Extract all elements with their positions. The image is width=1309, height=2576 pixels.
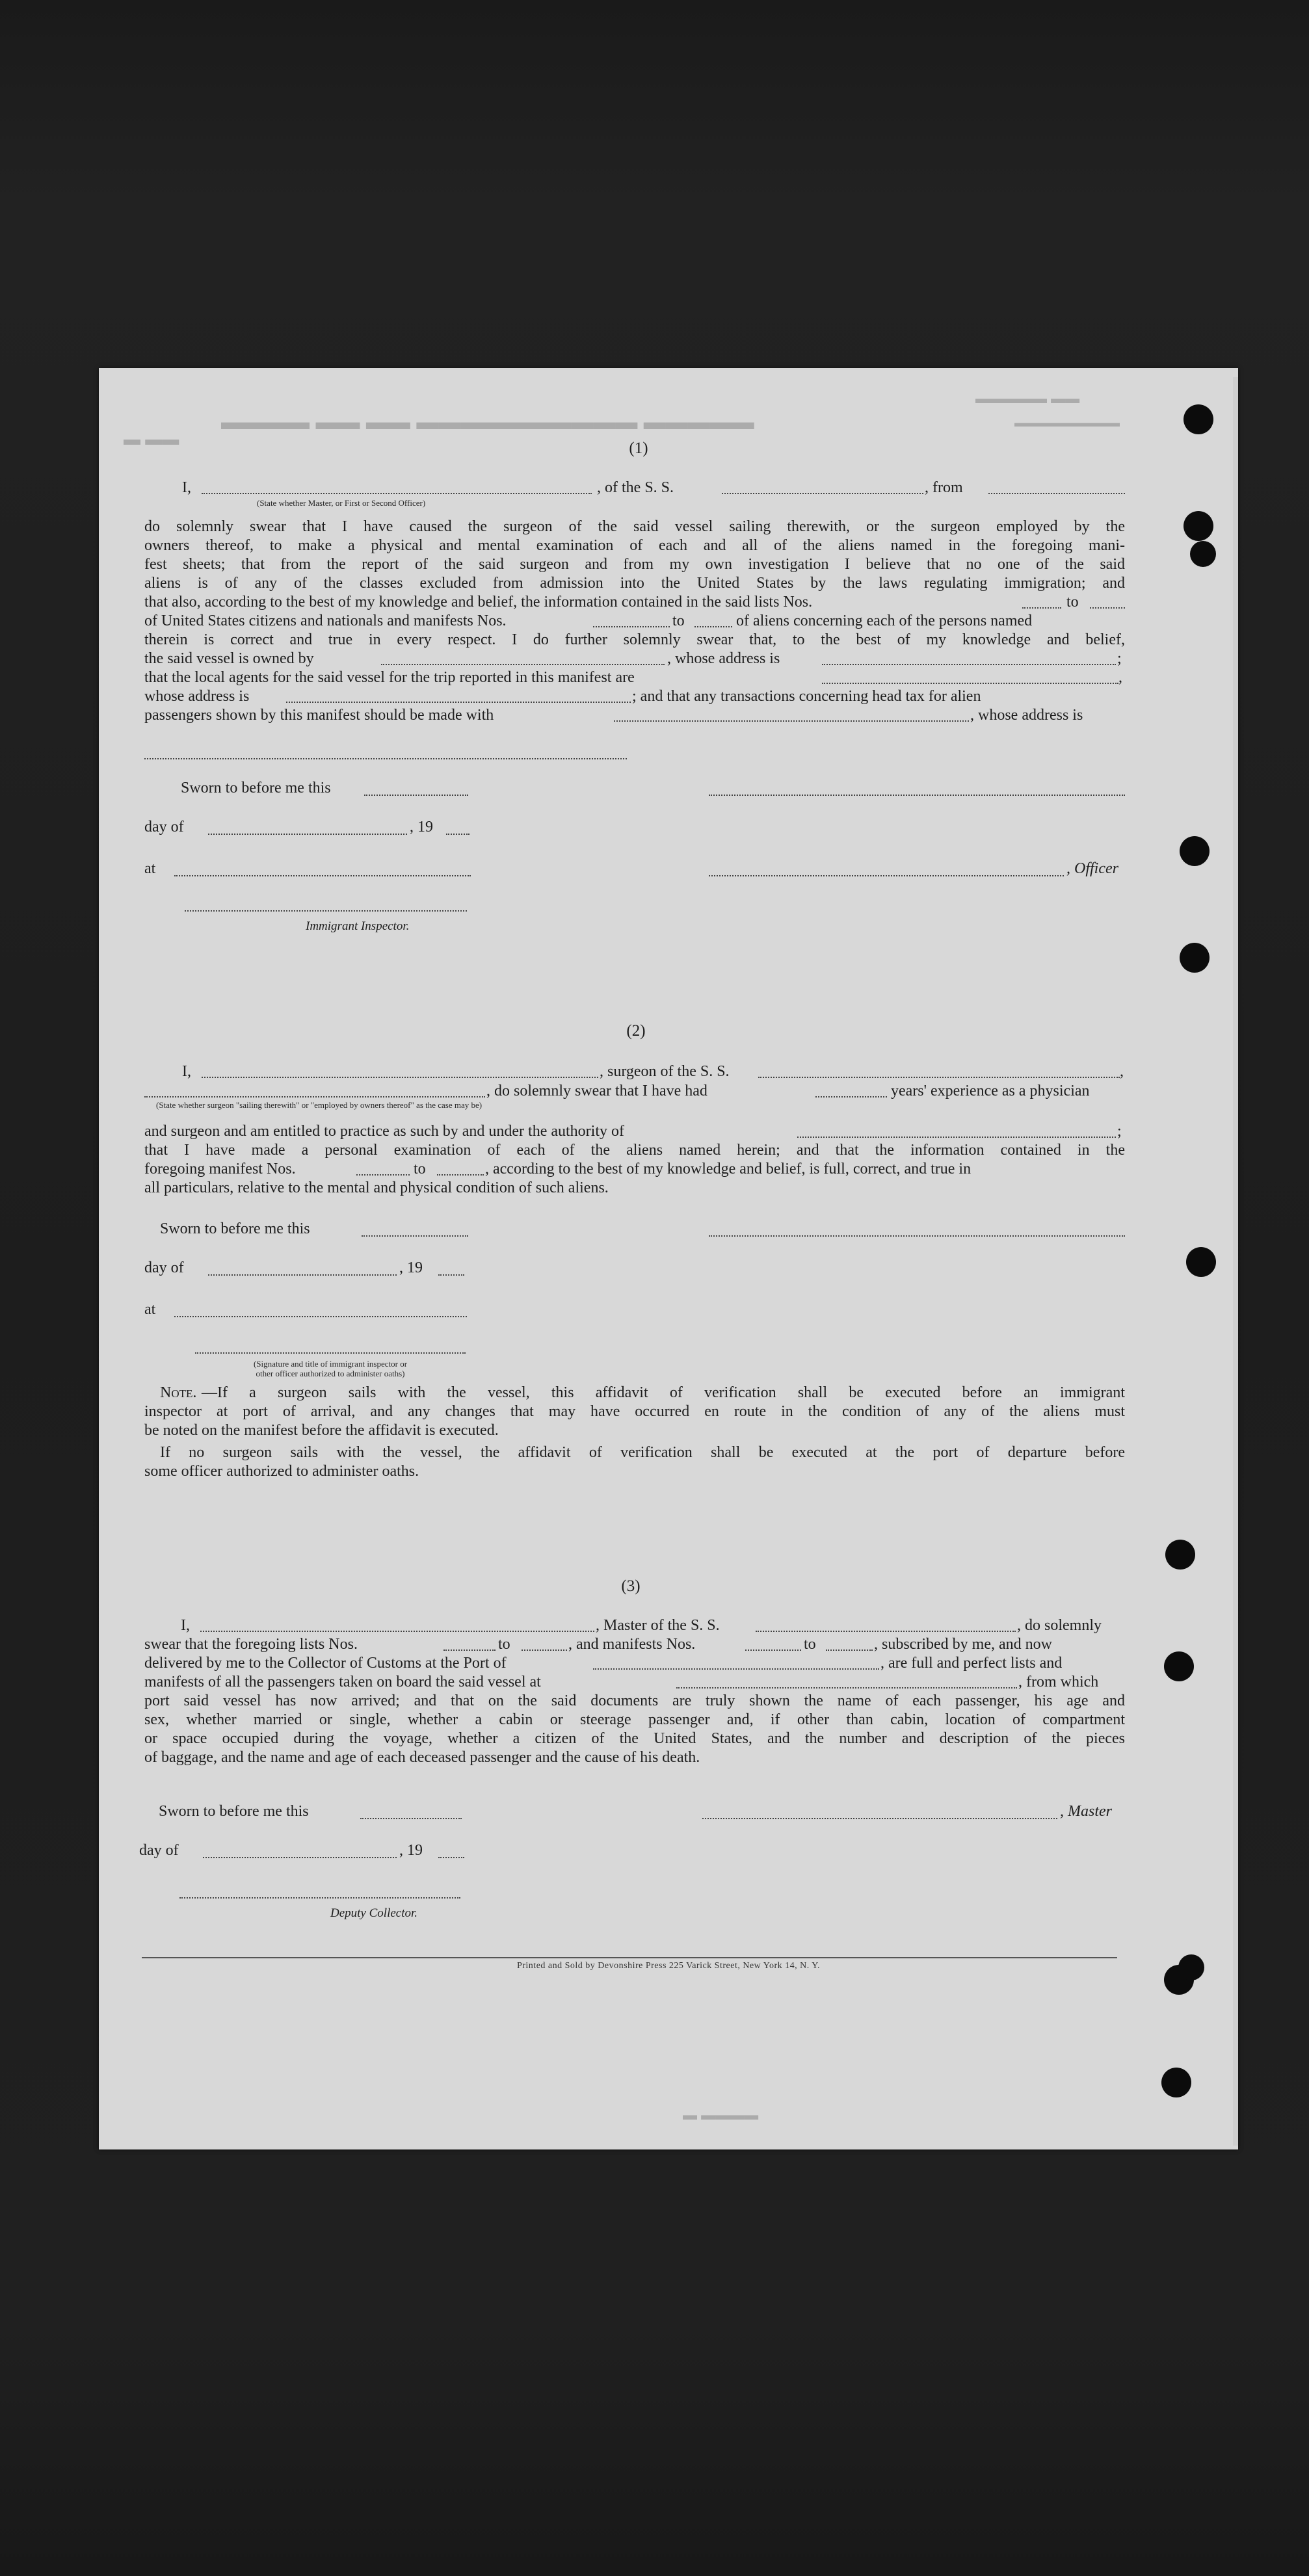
year-2: , 19 xyxy=(399,1259,423,1276)
oath-3-i: I, xyxy=(181,1617,190,1634)
oath-2-surgeon-of: , surgeon of the S. S. xyxy=(600,1063,730,1080)
manifest-to-field xyxy=(437,1174,484,1176)
oath-3-line: manifests of all the passengers taken on board the said vessel at xyxy=(144,1674,541,1690)
oath-3-line: , subscribed by me, and now xyxy=(874,1636,1052,1653)
oath-1-from: , from xyxy=(925,479,963,496)
lists-to-field xyxy=(1090,607,1125,609)
punch-hole xyxy=(1190,541,1216,567)
year-1: , 19 xyxy=(410,819,433,835)
oath-1-whose-address: , whose address is xyxy=(667,650,780,667)
note-2-line: some officer authorized to administer oaths. xyxy=(144,1463,419,1480)
note-label: Note. xyxy=(160,1384,197,1401)
inspector-2-signature-field xyxy=(195,1352,466,1354)
oath-2-i: I, xyxy=(182,1063,191,1080)
years-experience-field xyxy=(815,1096,887,1097)
oath-1-line: do solemnly swear that I have caused the surgeon of the said vessel sailing therewith, or the surgeon employed by the xyxy=(144,518,1125,535)
local-agents-field xyxy=(822,683,1118,684)
oath-3-to: to xyxy=(804,1636,816,1653)
section-3-heading: (3) xyxy=(621,1577,641,1595)
punch-hole xyxy=(1165,1540,1195,1570)
year-3: , 19 xyxy=(399,1842,423,1859)
note-line: —If a surgeon sails with the vessel, this affidavit of verification shall be executed before an immigrant xyxy=(202,1384,1125,1401)
at-1: at xyxy=(144,860,156,877)
at-2-field xyxy=(174,1316,467,1317)
punch-hole xyxy=(1161,2068,1191,2097)
head-tax-agent-field xyxy=(614,720,969,722)
at-1-field xyxy=(174,875,471,876)
inspector-2-label: other officer authorized to administer oaths) xyxy=(256,1369,405,1378)
oath-1-line: passengers shown by this manifest should be made with xyxy=(144,707,494,724)
manifests-3-from-field xyxy=(745,1649,801,1651)
master-3-name-field xyxy=(200,1631,594,1632)
officer-field xyxy=(709,875,1064,876)
oath-1-line: the said vessel is owned by xyxy=(144,650,314,667)
note-line: inspector at port of arrival, and any changes that may have occurred en route in the condition of any of the aliens must xyxy=(144,1403,1125,1420)
inspector-2-label: (Signature and title of immigrant inspector or xyxy=(253,1359,408,1369)
manifest-from-field xyxy=(356,1174,410,1176)
bleed-through-mark: ▬▬▬▬ ▬▬ ▬▬ ▬▬▬▬▬▬▬▬▬▬ ▬▬▬▬▬ xyxy=(221,410,754,434)
oath-1-of-ss: , of the S. S. xyxy=(597,479,674,496)
inspector-label: Immigrant Inspector. xyxy=(306,919,410,933)
port-field xyxy=(593,1668,879,1670)
day-of-2-field xyxy=(208,1274,397,1276)
oath-2-solemnly: , do solemnly swear that I have had xyxy=(486,1083,707,1099)
head-tax-agent-address-field xyxy=(144,758,627,759)
deputy-collector-label: Deputy Collector. xyxy=(330,1906,418,1920)
comma: , xyxy=(1120,1063,1124,1080)
master-signature-field xyxy=(709,795,1125,796)
oath-3-line: delivered by me to the Collector of Customs at the Port of xyxy=(144,1655,507,1672)
deputy-collector-signature-field xyxy=(179,1897,460,1899)
oath-2-line: , according to the best of my knowledge and belief, is full, correct, and true in xyxy=(485,1161,972,1177)
oath-2-line: and surgeon and am entitled to practice as such by and under the authority of xyxy=(144,1123,624,1140)
oath-2-line: foregoing manifest Nos. xyxy=(144,1161,296,1177)
oath-3-do-solemnly: , do solemnly xyxy=(1017,1617,1102,1634)
punch-hole xyxy=(1183,404,1213,434)
day-of-3-field xyxy=(203,1857,397,1858)
oath-2-line: that I have made a personal examination of each of the aliens named herein; and that the information contained in the xyxy=(144,1142,1125,1159)
owner-address-field xyxy=(822,664,1116,665)
at-2: at xyxy=(144,1301,156,1318)
oath-1-to: to xyxy=(672,612,685,629)
oath-1-line: owners thereof, to make a physical and mental examination of each and all of the aliens named in the foregoing mani- xyxy=(144,537,1125,554)
oath-3-master-of: , Master of the S. S. xyxy=(596,1617,720,1634)
punch-hole xyxy=(1186,1247,1216,1277)
officer-label: , Officer xyxy=(1066,860,1118,877)
lists-from-field xyxy=(1022,607,1061,609)
section-1-heading: (1) xyxy=(629,440,648,457)
punch-hole xyxy=(1183,511,1213,541)
master-3-signature-field xyxy=(702,1818,1057,1819)
semicolon: ; xyxy=(1117,650,1122,667)
oath-1-subscript: (State whether Master, or First or Second Officer) xyxy=(257,498,426,508)
oath-1-aliens-concerning: of aliens concerning each of the persons named xyxy=(736,612,1033,629)
oath-3-line: , from which xyxy=(1018,1674,1099,1690)
master-name-field xyxy=(202,493,592,494)
manifests-3-to-field xyxy=(826,1649,873,1651)
punch-hole xyxy=(1164,1651,1194,1681)
oath-1-line: aliens is of any of the classes excluded from admission into the United States by the laws regulating immigration; and xyxy=(144,575,1125,592)
oath-3-line: port said vessel has now arrived; and that on the said documents are truly shown the name of each passenger, his age and xyxy=(144,1692,1125,1709)
oath-1-line: that also, according to the best of my knowledge and belief, the information contained in the said lists Nos. xyxy=(144,594,813,611)
oath-1-line: therein is correct and true in every respect. I do further solemnly swear that, to the best of my knowledge and belief, xyxy=(144,631,1125,648)
oath-3-line: of baggage, and the name and age of each deceased passenger and the cause of his death. xyxy=(144,1749,700,1766)
section-2-heading: (2) xyxy=(626,1022,646,1040)
surgeon-name-field xyxy=(202,1077,598,1078)
oath-2-subscript: (State whether surgeon "sailing therewith" or "employed by owners thereof" as the case may be) xyxy=(156,1100,483,1110)
oath-1-i: I, xyxy=(182,479,191,496)
vessel-name-field xyxy=(722,493,923,494)
page-edge xyxy=(1233,377,1238,2146)
day-of-3: day of xyxy=(139,1842,179,1859)
oath-1-line: that the local agents for the said vessel for the trip reported in this manifest are xyxy=(144,669,635,686)
punch-hole xyxy=(1180,836,1210,866)
manifests-to-field xyxy=(694,626,732,627)
oath-3-line: sex, whether married or single, whether a cabin or steerage passenger and, if other than cabin, location of compartment xyxy=(144,1711,1125,1728)
inspector-signature-field xyxy=(185,910,467,912)
note-line: be noted on the manifest before the affidavit is executed. xyxy=(144,1422,499,1439)
master-label: , Master xyxy=(1060,1803,1112,1820)
oath-1-to: to xyxy=(1066,594,1079,611)
manifests-from-field xyxy=(593,626,670,627)
agents-address-field xyxy=(286,702,631,703)
oath-2-years: years' experience as a physician xyxy=(891,1083,1090,1099)
authority-field xyxy=(797,1137,1116,1138)
bleed-through-mark: ▬ ▬▬ xyxy=(124,429,179,449)
embark-port-field xyxy=(676,1687,1017,1689)
sworn-1: Sworn to before me this xyxy=(181,780,331,796)
year-2-field xyxy=(438,1274,464,1276)
note-2-line: If no surgeon sails with the vessel, the affidavit of verification shall be executed at the port of departure before xyxy=(160,1444,1125,1461)
sworn-1-day-field xyxy=(364,795,468,796)
oath-3-line: , are full and perfect lists and xyxy=(880,1655,1063,1672)
oath-3-to: to xyxy=(498,1636,510,1653)
year-3-field xyxy=(438,1857,464,1858)
sworn-3: Sworn to before me this xyxy=(159,1803,309,1820)
oath-2-to: to xyxy=(414,1161,426,1177)
master-3-vessel-field xyxy=(756,1631,1016,1632)
printer-imprint: Printed and Sold by Devonshire Press 225 Varick Street, New York 14, N. Y. xyxy=(516,1961,821,1971)
surgeon-status-field xyxy=(144,1096,485,1097)
semicolon: ; xyxy=(1117,1123,1122,1140)
oath-3-line: or space occupied during the voyage, whether a citizen of the United States, and the number and description of the pieces xyxy=(144,1730,1125,1747)
day-of-1: day of xyxy=(144,819,184,835)
oath-1-line: whose address is xyxy=(144,688,250,705)
oath-3-line: , and manifests Nos. xyxy=(568,1636,696,1653)
sworn-3-day-field xyxy=(360,1818,462,1819)
oath-3-line: swear that the foregoing lists Nos. xyxy=(144,1636,358,1653)
departure-port-field xyxy=(988,493,1125,494)
sworn-2-day-field xyxy=(362,1235,468,1237)
bleed-through-mark: ▬▬▬▬▬ ▬▬ xyxy=(975,390,1080,406)
bleed-through-mark: ▬ ▬▬▬▬ xyxy=(683,2107,759,2123)
vessel-owner-field xyxy=(381,664,665,665)
day-of-1-field xyxy=(208,834,407,835)
lists-3-from-field xyxy=(443,1649,496,1651)
punch-hole xyxy=(1180,943,1210,973)
oath-1-whose-address-end: , whose address is xyxy=(970,707,1083,724)
sworn-2: Sworn to before me this xyxy=(160,1220,310,1237)
surgeon-vessel-field xyxy=(758,1077,1120,1078)
lists-3-to-field xyxy=(522,1649,567,1651)
day-of-2: day of xyxy=(144,1259,184,1276)
bleed-through-mark: ▬▬▬▬▬▬▬▬▬ xyxy=(1014,416,1120,429)
footer-rule xyxy=(142,1957,1117,1958)
comma: , xyxy=(1118,669,1122,686)
year-1-field xyxy=(446,834,469,835)
surgeon-signature-field xyxy=(709,1235,1125,1237)
oath-1-head-tax: ; and that any transactions concerning head tax for alien xyxy=(632,688,981,705)
oath-1-line: of United States citizens and nationals and manifests Nos. xyxy=(144,612,507,629)
oath-2-line: all particulars, relative to the mental and physical condition of such aliens. xyxy=(144,1179,609,1196)
oath-1-line: fest sheets; that from the report of the said surgeon and from my own investigation I believe that no one of the said xyxy=(144,556,1125,573)
